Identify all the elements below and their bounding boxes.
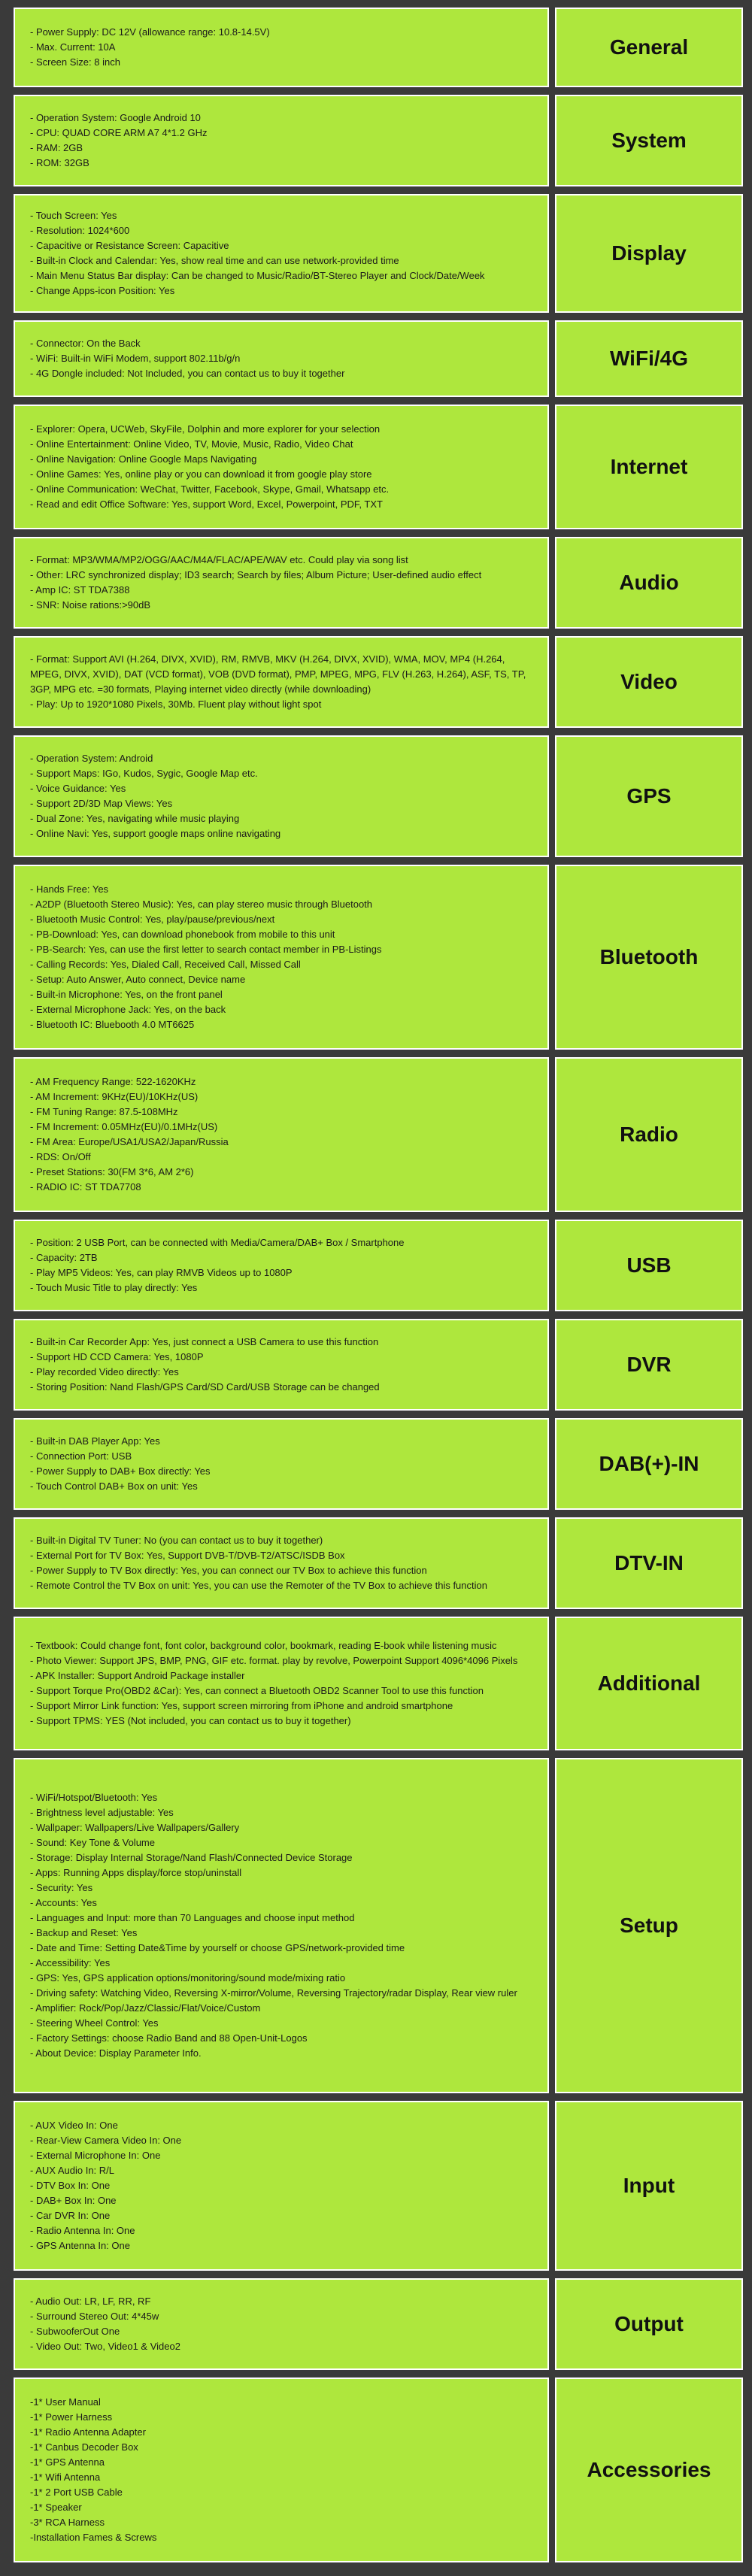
spec-line: - Power Supply: DC 12V (allowance range: 10.8-14.5V)	[30, 26, 270, 38]
spec-line: - ROM: 32GB	[30, 157, 89, 168]
spec-category-label: Accessories	[555, 2377, 743, 2562]
spec-row-input	[14, 2101, 743, 2271]
spec-line: - SNR: Noise rations:>90dB	[30, 599, 151, 611]
spec-line: - Storage: Display Internal Storage/Nand Flash/Connected Device Storage	[30, 1852, 353, 1863]
spec-line: - GPS: Yes, GPS application options/monitoring/sound mode/mixing ratio	[30, 1972, 346, 1984]
spec-details	[14, 405, 549, 529]
spec-row-gps	[14, 735, 743, 857]
spec-category-label: Radio	[555, 1057, 743, 1212]
spec-line: - Built-in Digital TV Tuner: No (you can contact us to buy it together)	[30, 1535, 323, 1546]
spec-line: - Wallpaper: Wallpapers/Live Wallpapers/Gallery	[30, 1822, 240, 1833]
spec-row-dtv-in	[14, 1517, 743, 1609]
spec-line: - External Microphone In: One	[30, 2150, 161, 2161]
spec-details	[14, 865, 549, 1050]
spec-line: - Video Out: Two, Video1 & Video2	[30, 2341, 180, 2352]
spec-line: - Online Games: Yes, online play or you can download it from google play store	[30, 468, 372, 480]
spec-category-label: Audio	[555, 537, 743, 629]
spec-line: - Operation System: Android	[30, 753, 153, 764]
spec-line: -1* Radio Antenna Adapter	[30, 2426, 146, 2438]
spec-line: -1* User Manual	[30, 2396, 101, 2408]
spec-line: - Support 2D/3D Map Views: Yes	[30, 798, 173, 809]
spec-line: - Voice Guidance: Yes	[30, 783, 126, 794]
spec-line: - Driving safety: Watching Video, Reversing X-mirror/Volume, Reversing Trajectory/radar Display, Rear view ruler	[30, 1987, 517, 1999]
spec-line: - Bluetooth IC: Bluebooth 4.0 MT6625	[30, 1019, 195, 1030]
spec-line: - Capacity: 2TB	[30, 1252, 98, 1263]
spec-category-label: DTV-IN	[555, 1517, 743, 1609]
spec-line: - Amplifier: Rock/Pop/Jazz/Classic/Flat/Voice/Custom	[30, 2002, 261, 2014]
spec-line: - Factory Settings: choose Radio Band and 88 Open-Unit-Logos	[30, 2032, 308, 2044]
spec-category-label: Output	[555, 2278, 743, 2370]
spec-line: - Date and Time: Setting Date&Time by yourself or choose GPS/network-provided time	[30, 1942, 405, 1953]
spec-category-label: DVR	[555, 1319, 743, 1411]
spec-line: - Max. Current: 10A	[30, 41, 116, 53]
spec-line: - Remote Control the TV Box on unit: Yes, you can use the Remoter of the TV Box to achieve this function	[30, 1580, 487, 1591]
spec-line: - Support Maps: IGo, Kudos, Sygic, Google Map etc.	[30, 768, 258, 779]
spec-row-radio	[14, 1057, 743, 1212]
spec-line: - Play: Up to 1920*1080 Pixels, 30Mb. Fluent play without light spot	[30, 699, 322, 710]
spec-row-system	[14, 95, 743, 186]
spec-line: - DAB+ Box In: One	[30, 2195, 117, 2206]
spec-line: - Explorer: Opera, UCWeb, SkyFile, Dolphin and more explorer for your selection	[30, 423, 381, 435]
spec-row-additional	[14, 1617, 743, 1750]
spec-line: - Connector: On the Back	[30, 338, 141, 349]
spec-details	[14, 1617, 549, 1750]
spec-details	[14, 1418, 549, 1510]
spec-line: - RADIO IC: ST TDA7708	[30, 1181, 141, 1193]
spec-line: - Touch Screen: Yes	[30, 210, 117, 221]
spec-line: - Change Apps-icon Position: Yes	[30, 285, 175, 296]
spec-line: - Languages and Input: more than 70 Languages and choose input method	[30, 1912, 355, 1923]
spec-line: - AM Frequency Range: 522-1620KHz	[30, 1076, 196, 1087]
spec-line: - SubwooferOut One	[30, 2326, 120, 2337]
spec-line: - Apps: Running Apps display/force stop/uninstall	[30, 1867, 242, 1878]
spec-category-label: USB	[555, 1220, 743, 1311]
spec-row-dab-in	[14, 1418, 743, 1510]
spec-line: - Built-in Clock and Calendar: Yes, show real time and can use network-provided time	[30, 255, 399, 266]
spec-line: - Photo Viewer: Support JPS, BMP, PNG, GIF etc. format. play by revolve, Powerpoint Support 4096*4096 Pixels	[30, 1655, 518, 1666]
spec-row-general	[14, 8, 743, 87]
spec-details	[14, 636, 549, 728]
spec-line: -1* Canbus Decoder Box	[30, 2441, 138, 2453]
spec-category-label: System	[555, 95, 743, 186]
spec-line: - Preset Stations: 30(FM 3*6, AM 2*6)	[30, 1166, 194, 1177]
spec-line: - RAM: 2GB	[30, 142, 83, 153]
spec-line: - Screen Size: 8 inch	[30, 56, 120, 68]
spec-details	[14, 537, 549, 629]
spec-line: - Operation System: Google Android 10	[30, 112, 201, 123]
spec-line: - Online Navi: Yes, support google maps online navigating	[30, 828, 281, 839]
spec-details	[14, 2101, 549, 2271]
spec-line: - FM Increment: 0.05MHz(EU)/0.1MHz(US)	[30, 1121, 218, 1132]
spec-line: - DTV Box In: One	[30, 2180, 111, 2191]
spec-row-video	[14, 636, 743, 728]
spec-line: - Capacitive or Resistance Screen: Capacitive	[30, 240, 229, 251]
spec-line: - Power Supply to DAB+ Box directly: Yes	[30, 1465, 211, 1477]
spec-line: - Power Supply to TV Box directly: Yes, you can connect our TV Box to achieve this function	[30, 1565, 427, 1576]
spec-category-label: Input	[555, 2101, 743, 2271]
spec-line: - Accessibility: Yes	[30, 1957, 111, 1968]
spec-line: - Format: Support AVI (H.264, DIVX, XVID), RM, RMVB, MKV (H.264, DIVX, XVID), WMA, MOV, MP4 (H.264, MPEG, DIVX, XVID), DAT (VCD format), VOB (DVD format), PMP, MPEG, MPG, FLV (H.263, H.264), ASF, TS, TP, 3GP, MPG etc. =30 formats, Playing internet video directly (while downloading)	[30, 653, 526, 695]
spec-line: - A2DP (Bluetooth Stereo Music): Yes, can play stereo music through Bluetooth	[30, 899, 373, 910]
spec-category-label: Internet	[555, 405, 743, 529]
spec-row-accessories	[14, 2377, 743, 2562]
spec-line: - Online Entertainment: Online Video, TV, Movie, Music, Radio, Video Chat	[30, 438, 353, 450]
spec-line: - Textbook: Could change font, font color, background color, bookmark, reading E-book while listening music	[30, 1640, 497, 1651]
spec-row-setup	[14, 1758, 743, 2093]
spec-line: - Position: 2 USB Port, can be connected with Media/Camera/DAB+ Box / Smartphone	[30, 1237, 405, 1248]
spec-line: -1* 2 Port USB Cable	[30, 2487, 123, 2498]
spec-line: - Support Mirror Link function: Yes, support screen mirroring from iPhone and android smartphone	[30, 1700, 453, 1711]
spec-line: - Bluetooth Music Control: Yes, play/pause/previous/next	[30, 914, 275, 925]
spec-line: - Touch Music Title to play directly: Yes	[30, 1282, 198, 1293]
spec-line: -Installation Fames & Screws	[30, 2532, 157, 2543]
spec-category-label: Bluetooth	[555, 865, 743, 1050]
spec-line: - Audio Out: LR, LF, RR, RF	[30, 2296, 151, 2307]
spec-line: - Radio Antenna In: One	[30, 2225, 135, 2236]
spec-category-label: Video	[555, 636, 743, 728]
spec-details	[14, 735, 549, 857]
spec-details	[14, 194, 549, 313]
spec-row-bluetooth	[14, 865, 743, 1050]
spec-line: -1* Wifi Antenna	[30, 2471, 101, 2483]
spec-line: - Backup and Reset: Yes	[30, 1927, 138, 1938]
spec-line: - RDS: On/Off	[30, 1151, 91, 1162]
spec-line: -1* Power Harness	[30, 2411, 113, 2423]
spec-line: - Play MP5 Videos: Yes, can play RMVB Videos up to 1080P	[30, 1267, 293, 1278]
spec-line: - AUX Video In: One	[30, 2120, 118, 2131]
spec-line: - Built-in Microphone: Yes, on the front panel	[30, 989, 223, 1000]
spec-line: - Online Communication: WeChat, Twitter, Facebook, Skype, Gmail, Whatsapp etc.	[30, 483, 390, 495]
spec-line: - Setup: Auto Answer, Auto connect, Device name	[30, 974, 246, 985]
spec-line: - Car DVR In: One	[30, 2210, 111, 2221]
spec-details	[14, 320, 549, 397]
spec-line: - Steering Wheel Control: Yes	[30, 2017, 159, 2029]
spec-line: - Rear-View Camera Video In: One	[30, 2135, 182, 2146]
spec-line: - About Device: Display Parameter Info.	[30, 2047, 202, 2059]
spec-details	[14, 1517, 549, 1609]
spec-line: - Read and edit Office Software: Yes, support Word, Excel, Powerpoint, PDF, TXT	[30, 499, 383, 510]
spec-category-label: Display	[555, 194, 743, 313]
spec-line: - Sound: Key Tone & Volume	[30, 1837, 155, 1848]
spec-line: - WiFi/Hotspot/Bluetooth: Yes	[30, 1792, 158, 1803]
spec-row-usb	[14, 1220, 743, 1311]
spec-line: - Play recorded Video directly: Yes	[30, 1366, 179, 1377]
spec-line: - Support HD CCD Camera: Yes, 1080P	[30, 1351, 204, 1362]
spec-line: - AUX Audio In: R/L	[30, 2165, 115, 2176]
spec-line: - FM Tuning Range: 87.5-108MHz	[30, 1106, 178, 1117]
spec-category-label: General	[555, 8, 743, 87]
spec-line: - Amp IC: ST TDA7388	[30, 584, 130, 596]
spec-line: - Support TPMS: YES (Not included, you can contact us to buy it together)	[30, 1715, 351, 1726]
spec-line: - AM Increment: 9KHz(EU)/10KHz(US)	[30, 1091, 199, 1102]
spec-details	[14, 1057, 549, 1212]
spec-line: - Calling Records: Yes, Dialed Call, Received Call, Missed Call	[30, 959, 301, 970]
spec-line: - Security: Yes	[30, 1882, 93, 1893]
spec-details	[14, 1220, 549, 1311]
spec-line: - Touch Control DAB+ Box on unit: Yes	[30, 1480, 198, 1492]
spec-line: - APK Installer: Support Android Package installer	[30, 1670, 245, 1681]
spec-row-audio	[14, 537, 743, 629]
spec-line: - 4G Dongle included: Not Included, you can contact us to buy it together	[30, 368, 345, 379]
spec-line: - Online Navigation: Online Google Maps Navigating	[30, 453, 257, 465]
spec-line: - PB-Download: Yes, can download phonebook from mobile to this unit	[30, 929, 335, 940]
spec-details	[14, 2377, 549, 2562]
spec-row-wifi-4g	[14, 320, 743, 397]
spec-line: - GPS Antenna In: One	[30, 2240, 130, 2251]
spec-line: - Surround Stereo Out: 4*45w	[30, 2311, 159, 2322]
spec-line: - Format: MP3/WMA/MP2/OGG/AAC/M4A/FLAC/APE/WAV etc. Could play via song list	[30, 554, 408, 565]
spec-details	[14, 95, 549, 186]
spec-line: - External Microphone Jack: Yes, on the back	[30, 1004, 226, 1015]
spec-line: - External Port for TV Box: Yes, Support DVB-T/DVB-T2/ATSC/ISDB Box	[30, 1550, 345, 1561]
spec-category-label: WiFi/4G	[555, 320, 743, 397]
spec-line: - Dual Zone: Yes, navigating while music playing	[30, 813, 240, 824]
spec-line: - Storing Position: Nand Flash/GPS Card/SD Card/USB Storage can be changed	[30, 1381, 380, 1393]
spec-line: - Brightness level adjustable: Yes	[30, 1807, 174, 1818]
spec-row-display	[14, 194, 743, 313]
spec-line: - Resolution: 1024*600	[30, 225, 130, 236]
spec-line: - CPU: QUAD CORE ARM A7 4*1.2 GHz	[30, 127, 208, 138]
spec-line: - Built-in Car Recorder App: Yes, just connect a USB Camera to use this function	[30, 1336, 379, 1347]
spec-line: - WiFi: Built-in WiFi Modem, support 802.11b/g/n	[30, 353, 241, 364]
spec-line: - Hands Free: Yes	[30, 883, 109, 895]
spec-category-label: DAB(+)-IN	[555, 1418, 743, 1510]
spec-details	[14, 8, 549, 87]
spec-category-label: Setup	[555, 1758, 743, 2093]
spec-line: - PB-Search: Yes, can use the first letter to search contact member in PB-Listings	[30, 944, 382, 955]
spec-details	[14, 1758, 549, 2093]
spec-line: - Main Menu Status Bar display: Can be changed to Music/Radio/BT-Stereo Player and Clock/Date/Week	[30, 270, 485, 281]
spec-line: - FM Area: Europe/USA1/USA2/Japan/Russia	[30, 1136, 229, 1147]
spec-line: -1* Speaker	[30, 2502, 82, 2513]
spec-category-label: Additional	[555, 1617, 743, 1750]
spec-line: - Accounts: Yes	[30, 1897, 97, 1908]
spec-row-dvr	[14, 1319, 743, 1411]
spec-line: - Other: LRC synchronized display; ID3 search; Search by files; Album Picture; User-defined audio effect	[30, 569, 482, 580]
spec-row-internet	[14, 405, 743, 529]
spec-category-label: GPS	[555, 735, 743, 857]
spec-line: -3* RCA Harness	[30, 2517, 105, 2528]
spec-line: - Built-in DAB Player App: Yes	[30, 1435, 160, 1447]
spec-details	[14, 1319, 549, 1411]
spec-line: - Support Torque Pro(OBD2 &Car): Yes, can connect a Bluetooth OBD2 Scanner Tool to use this function	[30, 1685, 484, 1696]
spec-line: -1* GPS Antenna	[30, 2456, 105, 2468]
spec-details	[14, 2278, 549, 2370]
spec-row-output	[14, 2278, 743, 2370]
spec-line: - Connection Port: USB	[30, 1450, 132, 1462]
